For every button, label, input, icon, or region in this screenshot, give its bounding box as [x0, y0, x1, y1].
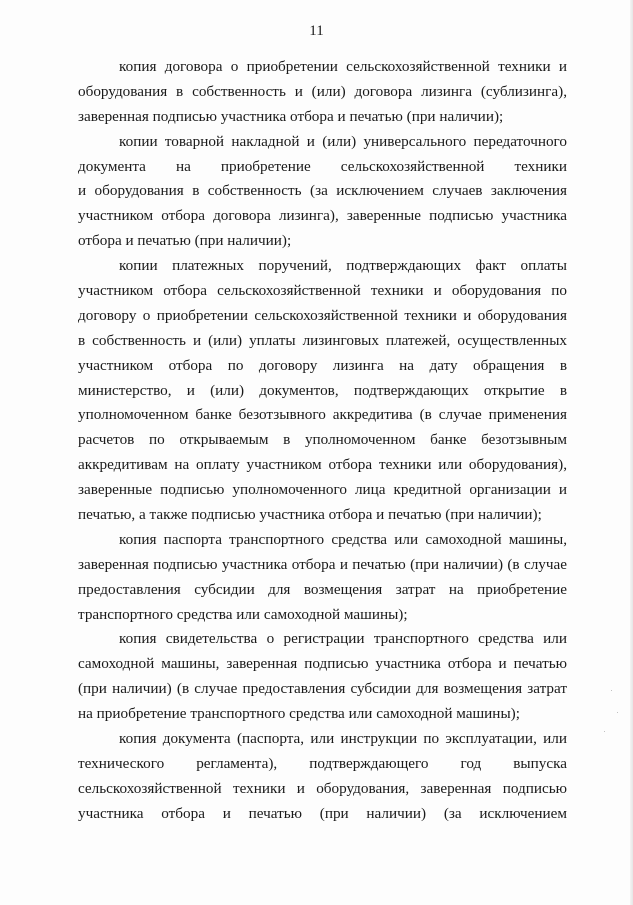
paragraph [78, 727, 567, 827]
text-line: договору о приобретении сельскохозяйственной техники и оборудования [78, 306, 567, 324]
text-line: печатью, а также подписью участника отбора и печатью (при наличии); [78, 506, 542, 524]
text-line: самоходной машины, заверенная подписью участника отбора и печатью [78, 655, 567, 673]
text-line: транспортного средства или самоходной машины); [78, 605, 408, 623]
text-line: заверенная подписью участника отбора и печатью (при наличии) (в случае [78, 555, 567, 573]
text-line: документа на приобретение сельскохозяйственной техники [78, 157, 567, 175]
text-line: уполномоченном банке безотзывного аккредитива (в случае применения [78, 406, 567, 424]
text-line: (при наличии) (в случае предоставления субсидии для возмещения затрат [78, 680, 567, 698]
text-line: в собственность и (или) уплаты лизинговых платежей, осуществленных [78, 331, 567, 349]
text-line: копии платежных поручений, подтверждающих факт оплаты [119, 257, 567, 275]
text-line: копия документа (паспорта, или инструкции по эксплуатации, или [119, 730, 567, 748]
text-line: участником отбора договора лизинга), заверенные подписью участника [78, 207, 567, 225]
text-line: участником отбора сельскохозяйственной техники и оборудования по [78, 282, 567, 300]
document-body [78, 55, 567, 827]
text-line: аккредитивам на оплату участником отбора техники или оборудования), [78, 456, 567, 474]
text-line: технического регламента), подтверждающего год выпуска [78, 754, 567, 772]
text-line: заверенная подписью участника отбора и печатью (при наличии); [78, 107, 504, 125]
text-line: на приобретение транспортного средства или самоходной машины); [78, 705, 520, 723]
text-line: расчетов по открываемым в уполномоченном банке безотзывным [78, 431, 567, 449]
text-line: сельскохозяйственной техники и оборудования, заверенная подписью [78, 779, 567, 797]
text-line: копия свидетельства о регистрации транспортного средства или [119, 630, 567, 648]
text-line: участником отбора по договору лизинга на дату обращения в [78, 356, 567, 374]
paragraph [78, 627, 567, 727]
text-line: и оборудования в собственность (за исключением случаев заключения [78, 182, 567, 200]
paragraph [78, 55, 567, 130]
text-line: копия договора о приобретении сельскохозяйственной техники и [119, 58, 567, 75]
scan-speck [617, 712, 618, 713]
text-line: участника отбора и печатью (при наличии) (за исключением [78, 804, 567, 822]
paragraph [78, 528, 567, 628]
scan-speck [604, 731, 605, 732]
text-line: министерство, и (или) документов, подтверждающих открытие в [78, 381, 567, 399]
text-line: заверенные подписью уполномоченного лица кредитной организации и [78, 481, 567, 499]
text-line: копии товарной накладной и (или) универсального передаточного [119, 132, 567, 150]
paragraph [78, 130, 567, 254]
text-line: предоставления субсидии для возмещения затрат на приобретение [78, 580, 567, 598]
paragraph [78, 254, 567, 528]
text-line: оборудования в собственность и (или) договора лизинга (сублизинга), [78, 82, 567, 100]
page-number: 11 [309, 23, 324, 39]
scan-speck [611, 690, 612, 691]
text-line: отбора и печатью (при наличии); [78, 232, 292, 250]
text-line: копия паспорта транспортного средства или самоходной машины, [119, 530, 567, 548]
